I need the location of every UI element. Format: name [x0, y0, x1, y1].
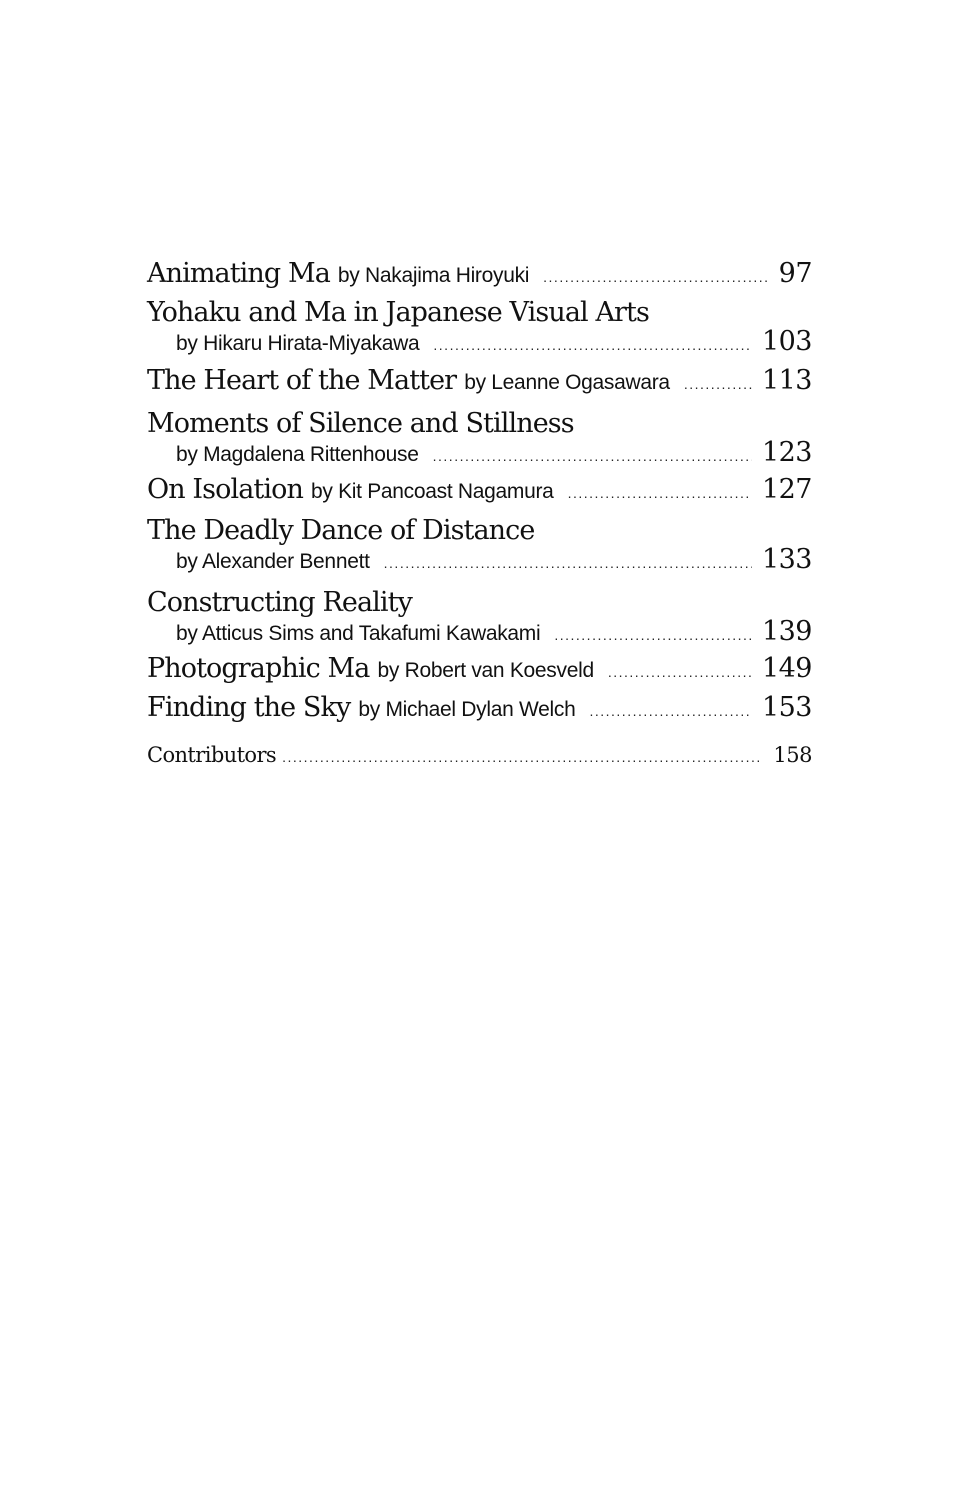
toc-entry [147, 297, 812, 357]
entry-title: Animating Ma [147, 258, 330, 289]
entry-author: by Kit Pancoast Nagamura [310, 480, 554, 503]
entry-author: by Robert van Koesveld [377, 659, 594, 682]
entry-title: The Deadly Dance of Distance [147, 515, 535, 546]
entry-page-number: 123 [761, 437, 812, 468]
entry-title: The Heart of the Matter [147, 365, 457, 396]
toc-entry-contributors [147, 743, 812, 767]
dot-leader [608, 664, 752, 680]
entry-author: by Alexander Bennett [176, 550, 370, 573]
toc-entry [147, 515, 812, 575]
entry-page-number: 97 [778, 258, 812, 289]
table-of-contents [147, 258, 812, 767]
dot-leader [433, 448, 752, 464]
entry-page-number: 127 [761, 474, 812, 505]
entry-author: by Nakajima Hiroyuki [337, 264, 530, 287]
entry-author: by Leanne Ogasawara [464, 371, 670, 394]
entry-title: Photographic Ma [147, 653, 370, 684]
entry-page-number: 133 [761, 544, 812, 575]
toc-entry [147, 587, 812, 647]
toc-entry [147, 474, 812, 505]
entry-page-number: 103 [761, 326, 812, 357]
entry-title: Contributors [147, 743, 277, 767]
entry-author: by Hikaru Hirata-Miyakawa [176, 332, 420, 355]
entry-author: by Michael Dylan Welch [358, 698, 576, 721]
toc-entry [147, 692, 812, 723]
entry-author: by Atticus Sims and Takafumi Kawakami [176, 622, 541, 645]
entry-page-number: 113 [761, 365, 812, 396]
entry-title: On Isolation [147, 474, 303, 505]
dot-leader [282, 749, 763, 765]
dot-leader [384, 555, 752, 571]
dot-leader [543, 269, 768, 285]
dot-leader [433, 337, 752, 353]
dot-leader [554, 627, 752, 643]
entry-page-number: 149 [761, 653, 812, 684]
entry-author: by Magdalena Rittenhouse [176, 443, 419, 466]
dot-leader [684, 376, 752, 392]
entry-title: Yohaku and Ma in Japanese Visual Arts [147, 297, 649, 328]
entry-title: Moments of Silence and Stillness [147, 408, 574, 439]
toc-entry [147, 365, 812, 396]
toc-entry [147, 408, 812, 468]
entry-title: Finding the Sky [147, 692, 351, 723]
dot-leader [568, 485, 752, 501]
toc-entry [147, 258, 812, 289]
entry-title: Constructing Reality [147, 587, 412, 618]
toc-entry [147, 653, 812, 684]
entry-page-number: 139 [761, 616, 812, 647]
entry-page-number: 158 [773, 743, 812, 767]
dot-leader [589, 703, 751, 719]
entry-page-number: 153 [761, 692, 812, 723]
